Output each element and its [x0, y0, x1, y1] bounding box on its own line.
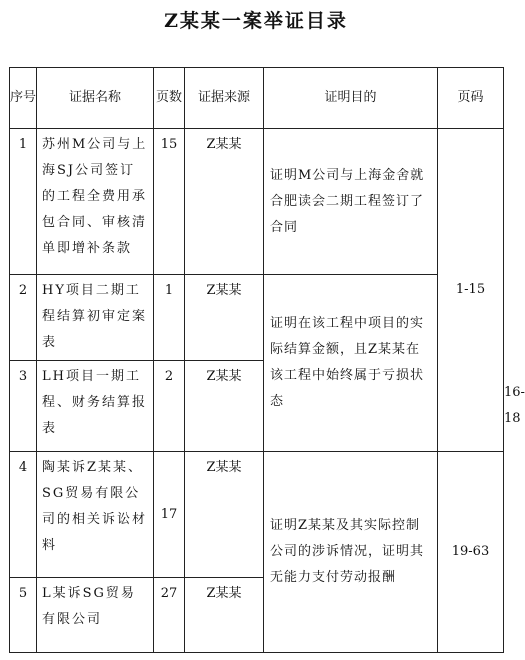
row-name: 苏州M公司与上海SJ公司签订的工程全费用承包合同、审核清单即增补条款 [37, 129, 154, 275]
row-no: 3 [10, 361, 37, 452]
row-pages: 1-15 [438, 129, 504, 452]
row-count: 2 [154, 361, 185, 452]
header-name: 证据名称 [37, 68, 154, 129]
row-source: Z某某 [185, 361, 264, 452]
header-purpose: 证明目的 [264, 68, 438, 129]
row-count: 15 [154, 129, 185, 275]
evidence-table [9, 67, 525, 653]
row-source: Z某某 [185, 129, 264, 275]
table-header-row [10, 68, 504, 129]
row-no: 1 [10, 129, 37, 275]
row-purpose: 证明在该工程中项目的实际结算金额，且Z某某在该工程中始终属于亏损状态 [264, 275, 438, 452]
table-row [10, 275, 504, 361]
row-purpose: 证明M公司与上海金舍就合肥读会二期工程签订了合同 [264, 129, 438, 275]
header-no: 序号 [10, 68, 37, 129]
row-source: Z某某 [185, 275, 264, 361]
page-title: Z某某一案举证目录 [164, 10, 348, 32]
table-row [10, 452, 504, 578]
header-source: 证据来源 [185, 68, 264, 129]
row-no: 4 [10, 452, 37, 578]
row-count: 1 [154, 275, 185, 361]
row-source: Z某某 [185, 578, 264, 653]
row-count: 27 [154, 578, 185, 653]
row-pages: 19-63 [438, 452, 504, 653]
row-name: LH项目一期工程、财务结算报表 [37, 361, 154, 452]
table-row: 3 LH项目一期工程、财务结算报表 2 Z某某 16-18 [10, 361, 504, 452]
row-count: 17 [154, 452, 185, 578]
row-source: Z某某 [185, 452, 264, 578]
row-no: 2 [10, 275, 37, 361]
header-count: 页数 [154, 68, 185, 129]
table-row [10, 129, 504, 275]
row-name: 陶某诉Z某某、SG贸易有限公司的相关诉讼材料 [37, 452, 154, 578]
row-no: 5 [10, 578, 37, 653]
row-purpose: 证明Z某某及其实际控制公司的涉诉情况，证明其无能力支付劳动报酬 [264, 452, 438, 653]
row-name: HY项目二期工程结算初审定案表 [37, 275, 154, 361]
row-name: L某诉SG贸易有限公司 [37, 578, 154, 653]
header-pages: 页码 [438, 68, 504, 129]
